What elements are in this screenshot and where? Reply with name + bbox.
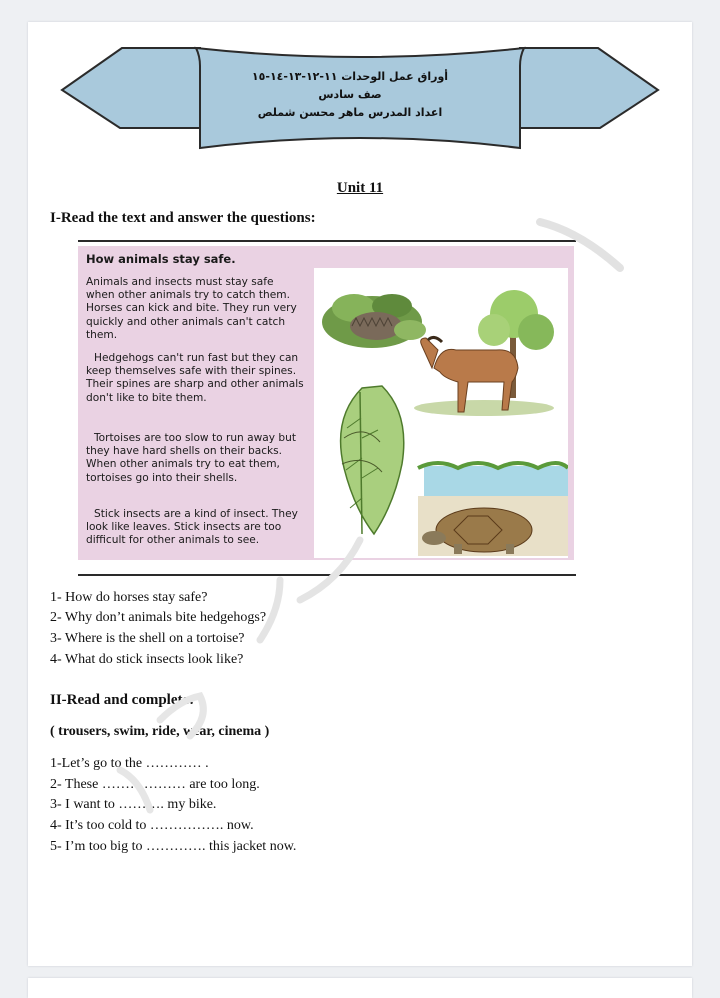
question-3: 3- Where is the shell on a tortoise? <box>50 631 245 646</box>
question-4: 4- What do stick insects look like? <box>50 652 244 667</box>
next-page-edge <box>28 978 692 998</box>
ribbon-right-tail <box>520 48 658 128</box>
reading-paragraph-horses: Animals and insects must stay safe when other animals try to catch them. Horses can kick and bite. They run very quickly and other animals can't catch them. <box>86 276 297 341</box>
tortoise-image <box>418 463 568 556</box>
complete-item-4: 4- It’s too cold to ……………. now. <box>50 818 254 833</box>
banner-text <box>215 68 485 122</box>
reading-paragraph-stick-insects: Stick insects are a kind of insect. They look like leaves. Stick insects are too difficult for other animals to see. <box>86 508 298 547</box>
complete-item-3: 3- I want to ………. my bike. <box>50 797 217 812</box>
banner-line-3: اعداد المدرس ماهر محسن شملص <box>257 106 443 119</box>
reading-title: How animals stay safe. <box>86 252 236 266</box>
section1-heading: I-Read the text and answer the questions: <box>50 210 316 226</box>
question-1: 1- How do horses stay safe? <box>50 590 208 605</box>
reading-paragraph-hedgehogs: Hedgehogs can't run fast but they can keep themselves safe with their spines. Their spines are sharp and other animals don't like to bite them. <box>86 352 304 404</box>
animals-illustration <box>314 268 568 558</box>
reading-paragraph-tortoises: Tortoises are too slow to run away but they have hard shells on their backs. When other animals try to eat them, tortoises go into their shells. <box>86 432 296 484</box>
banner-line-2: صف سادس <box>318 88 382 101</box>
banner-line-1: أوراق عمل الوحدات ١١-١٢-١٣-١٤-١٥ <box>251 70 449 83</box>
horse-image <box>414 290 554 416</box>
complete-item-2: 2- These ……………… are too long. <box>50 777 260 792</box>
question-2: 2- Why don’t animals bite hedgehogs? <box>50 610 267 625</box>
hedgehog-image <box>322 294 426 348</box>
stick-insect-leaf-image <box>341 386 404 534</box>
word-bank: ( trousers, swim, ride, wear, cinema ) <box>50 724 270 739</box>
unit-title: Unit 11 <box>336 180 384 196</box>
ribbon-left-tail <box>62 48 200 128</box>
complete-item-1: 1-Let’s go to the ………… . <box>50 756 209 771</box>
complete-item-5: 5- I’m too big to …………. this jacket now. <box>50 839 297 854</box>
section2-heading: II-Read and complete: <box>50 692 195 708</box>
reading-box <box>78 240 576 576</box>
